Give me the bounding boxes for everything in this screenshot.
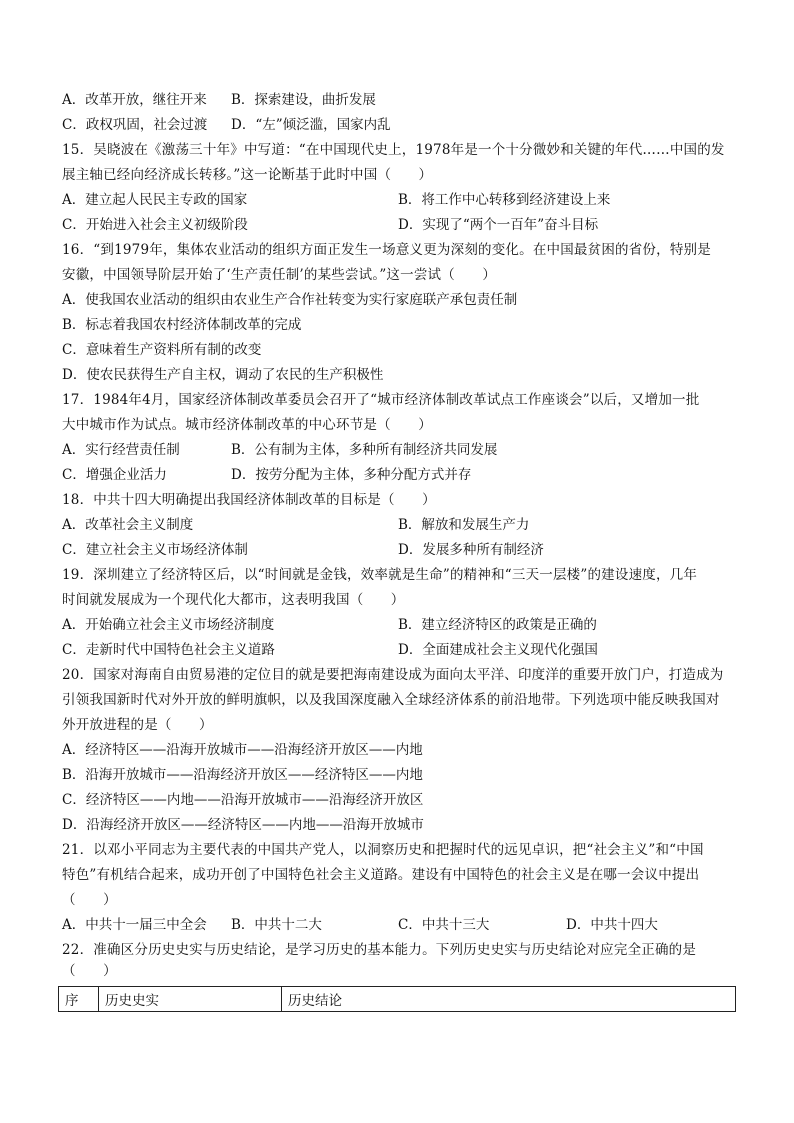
q21-option-a: A．中共十一届三中全会 (62, 917, 207, 933)
q20-stem-line2: 引领我国新时代对外开放的鲜明旗帜，以及我国深度融入全球经济体系的前沿地带。下列选项中能反映我国对 (62, 692, 720, 708)
table-header-fact: 历史史实 (99, 987, 282, 1012)
q18-stem-line1: 18．中共十四大明确提出我国经济体制改革的目标是（ ） (62, 492, 436, 508)
q18-option-c: C．建立社会主义市场经济体制 (62, 542, 248, 558)
q15-option-b: B．将工作中心转移到经济建设上来 (398, 192, 611, 208)
q17-stem-line1: 17．1984年4月，国家经济体制改革委员会召开了“城市经济体制改革试点工作座谈会”以后，又增加一批 (62, 392, 700, 408)
q19-option-b: B．建立经济特区的政策是正确的 (398, 617, 597, 633)
q16-option-d: D．使农民获得生产自主权，调动了农民的生产积极性 (62, 367, 384, 383)
q22-stem-line1: 22．准确区分历史史实与历史结论，是学习历史的基本能力。下列历史史实与历史结论对应完全正确的是 (62, 942, 697, 958)
q20-option-d: D．沿海经济开放区——经济特区——内地——沿海开放城市 (62, 817, 424, 833)
q17-option-c: C．增强企业活力 (62, 467, 167, 483)
q20-option-a: A．经济特区——沿海开放城市——沿海经济开放区——内地 (62, 742, 423, 758)
prev-option-a: A．改革开放，继往开来 (62, 92, 207, 108)
prev-option-b: B．探索建设，曲折发展 (231, 92, 376, 108)
q16-option-c: C．意味着生产资料所有制的改变 (62, 342, 262, 358)
q20-option-c: C．经济特区——内地——沿海开放城市——沿海经济开放区 (62, 792, 424, 808)
q17-option-b: B．公有制为主体，多种所有制经济共同发展 (231, 442, 498, 458)
q21-stem-line3: （ ） (62, 892, 117, 908)
q21-stem-line2: 特色”有机结合起来，成功开创了中国特色社会主义道路。建设有中国特色的社会主义是在哪一会议中提出 (62, 867, 700, 883)
q20-option-b: B．沿海开放城市——沿海经济开放区——经济特区——内地 (62, 767, 423, 783)
q21-option-c: C．中共十三大 (398, 917, 490, 933)
q21-stem-line1: 21．以邓小平同志为主要代表的中国共产党人，以洞察历史和把握时代的远见卓识，把“社会主义”和“中国 (62, 842, 704, 858)
prev-option-d: D．“左”倾泛滥，国家内乱 (231, 117, 391, 133)
q19-option-a: A．开始确立社会主义市场经济制度 (62, 617, 275, 633)
q21-option-b: B．中共十二大 (231, 917, 322, 933)
q15-option-d: D．实现了“两个一百年”奋斗目标 (398, 217, 599, 233)
q16-option-a: A．使我国农业活动的组织由农业生产合作社转变为实行家庭联产承包责任制 (62, 292, 518, 308)
q20-stem-line1: 20．国家对海南自由贸易港的定位目的就是要把海南建设成为面向太平洋、印度洋的重要开放门户，打造成为 (62, 667, 724, 683)
q15-stem-line2: 展主轴已经向经济成长转移。”这一论断基于此时中国（ ） (62, 167, 433, 183)
q19-stem-line2: 时间就发展成为一个现代化大都市，这表明我国（ ） (62, 592, 405, 608)
q22-stem-line2: （ ） (62, 963, 117, 979)
q17-option-a: A．实行经营责任制 (62, 442, 180, 458)
q19-option-d: D．全面建成社会主义现代化强国 (398, 642, 598, 658)
q20-stem-line3: 外开放进程的是（ ） (62, 717, 213, 733)
q17-option-d: D．按劳分配为主体，多种分配方式并存 (231, 467, 472, 483)
q16-option-b: B．标志着我国农村经济体制改革的完成 (62, 317, 302, 333)
q15-option-a: A．建立起人民民主专政的国家 (62, 192, 248, 208)
table-header-conclusion: 历史结论 (282, 987, 736, 1012)
table-header-index: 序 (59, 987, 99, 1012)
q15-option-c: C．开始进入社会主义初级阶段 (62, 217, 248, 233)
q19-option-c: C．走新时代中国特色社会主义道路 (62, 642, 275, 658)
table-header-row (59, 987, 736, 1012)
q19-stem-line1: 19．深圳建立了经济特区后，以“时间就是金钱，效率就是生命”的精神和“三天一层楼”的建设速度，几年 (62, 567, 698, 583)
q18-option-d: D．发展多种所有制经济 (398, 542, 544, 558)
q16-stem-line1: 16．“到1979年，集体农业活动的组织方面正发生一场意义更为深刻的变化。在中国最贫困的省份，特别是 (62, 242, 711, 258)
q18-option-b: B．解放和发展生产力 (398, 517, 530, 533)
q15-stem-line1: 15．吴晓波在《激荡三十年》中写道：“在中国现代史上，1978年是一个十分微妙和关键的年代……中国的发 (62, 142, 725, 158)
q16-stem-line2: 安徽，中国领导阶层开始了‘生产责任制’的某些尝试。”这一尝试（ ） (62, 267, 497, 283)
q17-stem-line2: 大中城市作为试点。城市经济体制改革的中心环节是（ ） (62, 417, 432, 433)
history-table (58, 986, 736, 1012)
q21-option-d: D．中共十四大 (566, 917, 658, 933)
prev-option-c: C．政权巩固，社会过渡 (62, 117, 208, 133)
q18-option-a: A．改革社会主义制度 (62, 517, 194, 533)
